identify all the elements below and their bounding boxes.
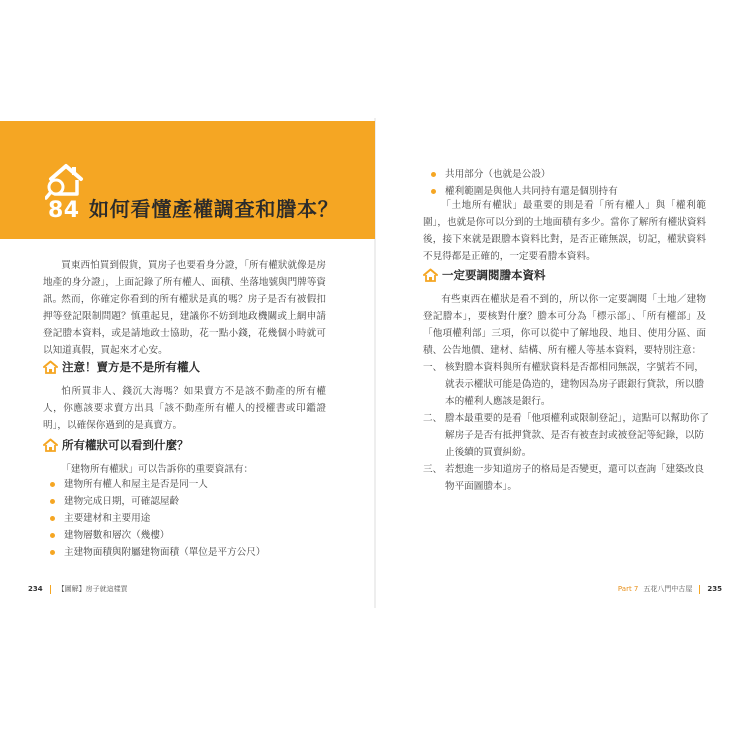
list-item: 一、 核對謄本資料與所有權狀資料是否都相同無誤，字號若不同，就表示權狀可能是偽造的，建物因為房子跟銀行貸款，所以謄本的權利人應該是銀行。 bbox=[423, 362, 705, 407]
intro-paragraph-1: 買東西怕買到假貨，買房子也要看身分證，「所有權狀就像是房地產的身分證」，上面記錄了所有權人、面積、坐落地號與門牌等資訊。 bbox=[43, 260, 327, 305]
orange-dot-icon bbox=[431, 189, 436, 194]
section-heading-seller bbox=[43, 359, 200, 375]
list-item: 主建物面積與附屬建物面積（單位是平方公尺） bbox=[50, 544, 330, 561]
house-icon bbox=[423, 268, 438, 282]
house-search-icon bbox=[45, 163, 85, 201]
land-deed-paragraph: 「土地所有權狀」最重要的則是看「所有權人」與「權利範圍」，也就是你可以分到的土地面積有多少。當你了解所有權狀資料後，接下來就是跟謄本資料比對，是否正確無誤，切記，權狀資料不見得都是正確的，一定要看謄本資料。 bbox=[423, 200, 707, 262]
footer-divider bbox=[699, 585, 700, 594]
page-number-right: 235 bbox=[707, 585, 722, 593]
part-title: 五花八門中古屋 bbox=[643, 585, 693, 593]
list-item: 主要建材和主要用途 bbox=[50, 510, 330, 527]
book-title: 【圖解】房子就這樣買 bbox=[57, 585, 128, 593]
orange-dot-icon bbox=[50, 533, 55, 538]
title-deed-bullet-list bbox=[50, 476, 330, 561]
title-deed-intro: 「建物所有權狀」可以告訴你的重要資訊有： bbox=[61, 464, 254, 475]
section-heading-title-deed bbox=[43, 437, 189, 453]
intro-paragraph-2: 然而，你確定你看到的所有權狀是真的嗎？房子是否有被假扣押等登記限制問題？慎重起見，建議你不妨到地政機關或上網申請登記謄本資料，或是請地政士協助，花一點小錢，花幾個小時就可以知道真假，買起來才心安。 bbox=[43, 294, 326, 356]
orange-dot-icon bbox=[50, 550, 55, 555]
part-label: Part 7 bbox=[617, 585, 639, 593]
chapter-title: 如何看懂產權調查和謄本？ bbox=[89, 197, 339, 221]
page-number-left: 234 bbox=[28, 585, 43, 593]
orange-dot-icon bbox=[431, 172, 436, 177]
list-item: 三、 若想進一步知道房子的格局是否變更，還可以查詢「建築改良物平面圖謄本」。 bbox=[423, 464, 705, 492]
transcript-numbered-list bbox=[423, 359, 709, 495]
orange-dot-icon bbox=[50, 516, 55, 521]
house-icon bbox=[43, 438, 58, 452]
orange-dot-icon bbox=[50, 499, 55, 504]
seller-paragraph: 怕所買非人、錢沉大海嗎？如果賣方不是該不動產的所有權人，你應該要求賣方出具「該不動產所有權人的授權書或印鑑證明」，以確保你過到的是真賣方。 bbox=[43, 386, 326, 431]
right-bullet-list bbox=[431, 166, 711, 200]
left-footer bbox=[28, 584, 128, 594]
list-item: 權利範圍是與他人共同持有還是個別持有 bbox=[431, 183, 711, 200]
footer-divider bbox=[50, 585, 51, 594]
transcript-paragraph: 有些東西在權狀是看不到的，所以你一定要調閱「土地／建物登記謄本」，要核對什麼？謄本可分為「標示部」、「所有權部」及「他項權利部」三項，你可以從中了解地段、地目、使用分區、面積、公告地價、建材、結構、所有權人等基本資料，要特別注意： bbox=[423, 294, 706, 356]
section-heading-text: 一定要調閱謄本資料 bbox=[442, 268, 546, 282]
list-item: 二、 謄本最重要的是看「他項權利或限制登記」，這點可以幫助你了解房子是否有抵押貸款、是否有被查封或被登記等紀錄，以防止後續的買賣糾紛。 bbox=[423, 413, 709, 458]
section-heading-text: 注意！賣方是不是所有權人 bbox=[62, 360, 200, 374]
section-heading-text: 所有權狀可以看到什麼？ bbox=[62, 438, 189, 452]
right-footer bbox=[618, 584, 722, 594]
list-item: 建物層數和層次（幾樓） bbox=[50, 527, 330, 544]
section-heading-transcript bbox=[423, 267, 546, 283]
chapter-number: 84 bbox=[48, 198, 80, 223]
list-item: 共用部分（也就是公設） bbox=[431, 166, 711, 183]
house-icon bbox=[43, 360, 58, 374]
orange-dot-icon bbox=[50, 482, 55, 487]
list-item: 建物所有權人和屋主是否是同一人 bbox=[50, 476, 330, 493]
list-item: 建物完成日期，可確認屋齡 bbox=[50, 493, 330, 510]
